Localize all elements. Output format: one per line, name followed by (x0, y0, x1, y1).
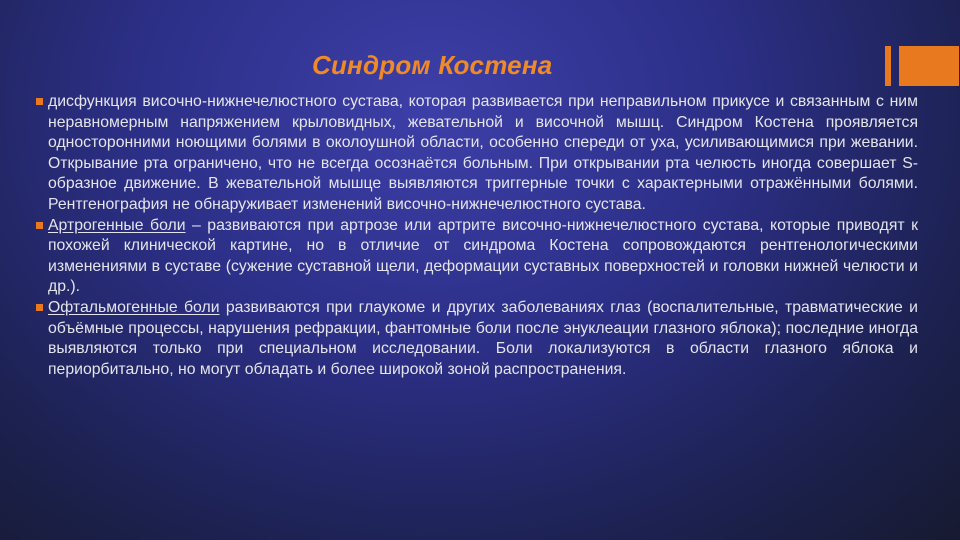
bullet-keyword: Артрогенные боли (48, 216, 186, 234)
bullet-keyword: Офтальмогенные боли (48, 298, 220, 316)
square-bullet-icon (36, 222, 43, 229)
slide-content (36, 92, 918, 380)
bullet-item-3 (36, 298, 918, 380)
bullet-item-2 (36, 216, 918, 298)
bullet-text: развиваются при глаукоме и других заболеваниях глаз (воспалительные, травматические и объёмные процессы, нарушения рефракции, фантомные боли после энуклеации глазного яблока); последние иногда выявляются только при специальном исследовании. Боли локализуются в области глазного яблока и периорбитально, но могут обладать и более широкой зоной распространения. (48, 298, 918, 378)
bullet-text: дисфункция височно-нижнечелюстного сустава, которая развивается при неправильном прикусе и связанным с ним неравномерным напряжением крыловидных, жевательной и височной мышц. Синдром Костена проявляется односторонними ноющими болями в околоушной области, особенно спереди от уха, усиливающимися при жевании. Открывание рта ограничено, что не всегда осознаётся больным. При открывании рта челюсть иногда совершает S-образное движение. В жевательной мышце выявляются триггерные точки с характерными отражёнными болями. Рентгенография не обнаруживает изменений височно-нижнечелюстного сустава. (48, 93, 918, 213)
square-bullet-icon (36, 98, 43, 105)
slide-title: Синдром Костена (312, 50, 553, 80)
bullet-text: – развиваются при артрозе или артрите височно-нижнечелюстного сустава, которые приводят к похожей клинической картине, но в отличие от синдрома Костена сопровождаются рентгенологическими изменениями в суставе (сужение суставной щели, деформации суставных поверхностей и головки нижней челюсти и др.). (48, 216, 918, 296)
decorative-bar-thin (885, 46, 891, 86)
square-bullet-icon (36, 304, 43, 311)
decorative-bar-wide (899, 46, 959, 86)
bullet-item-1 (36, 92, 918, 216)
